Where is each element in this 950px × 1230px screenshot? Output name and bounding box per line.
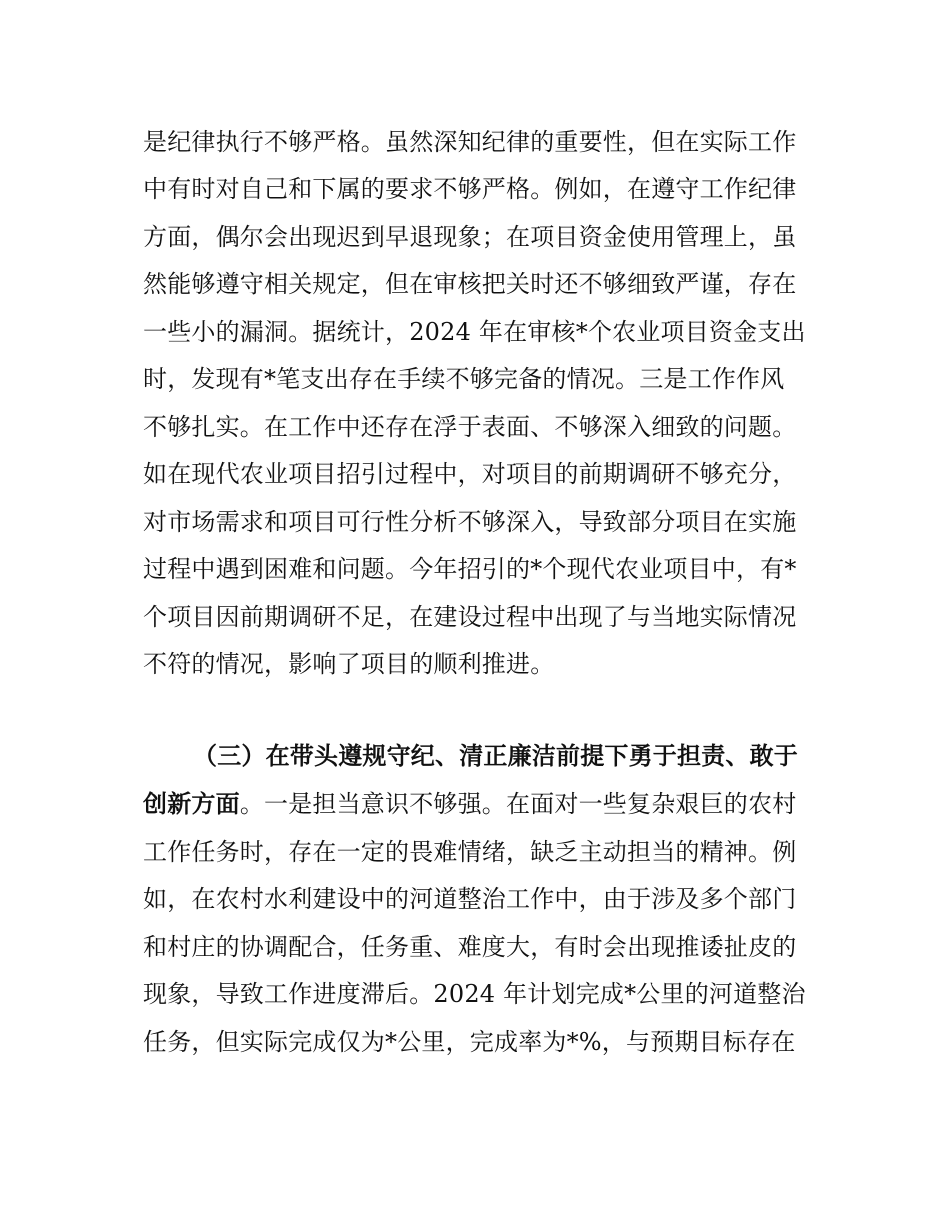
text-line: 一些小的漏洞。据统计，2024 年在审核*个农业项目资金支出	[143, 318, 806, 346]
text-line: 和村庄的协调配合，任务重、难度大，有时会出现推诿扯皮的	[143, 933, 797, 961]
section-heading-tail: 创新方面	[143, 790, 240, 818]
text-line: 任务，但实际完成仅为*公里，完成率为*%，与预期目标存在	[143, 1028, 796, 1056]
text-line: 个项目因前期调研不足，在建设过程中出现了与当地实际情况	[143, 603, 797, 631]
text-line: 中有时对自己和下属的要求不够严格。例如，在遵守工作纪律	[143, 175, 797, 203]
text-line: 现象，导致工作进度滞后。2024 年计划完成*公里的河道整治	[143, 980, 806, 1008]
section-heading: （三）在带头遵规守纪、清正廉洁前提下勇于担责、敢于	[193, 742, 798, 770]
text-line: 不符的情况，影响了项目的顺利推进。	[143, 650, 555, 678]
text-line: 不够扎实。在工作中还存在浮于表面、不够深入细致的问题。	[143, 413, 797, 441]
text-line: 是纪律执行不够严格。虽然深知纪律的重要性，但在实际工作	[143, 128, 797, 156]
text-line: 如在现代农业项目招引过程中，对项目的前期调研不够充分，	[143, 460, 797, 488]
text-line: 工作任务时，存在一定的畏难情绪，缺乏主动担当的精神。例	[143, 838, 797, 866]
text-line: 时，发现有*笔支出存在手续不够完备的情况。三是工作作风	[143, 365, 785, 393]
text-line: 如，在农村水利建设中的河道整治工作中，由于涉及多个部门	[143, 885, 797, 913]
text-line: 过程中遇到困难和问题。今年招引的*个现代农业项目中，有*	[143, 555, 797, 583]
text-line: 方面，偶尔会出现迟到早退现象；在项目资金使用管理上，虽	[143, 223, 797, 251]
text-line: 然能够遵守相关规定，但在审核把关时还不够细致严谨，存在	[143, 270, 797, 298]
text-line: 对市场需求和项目可行性分析不够深入，导致部分项目在实施	[143, 508, 797, 536]
heading-continuation-line	[143, 792, 843, 816]
text-fragment: 。一是担当意识不够强。在面对一些复杂艰巨的农村	[239, 790, 797, 818]
